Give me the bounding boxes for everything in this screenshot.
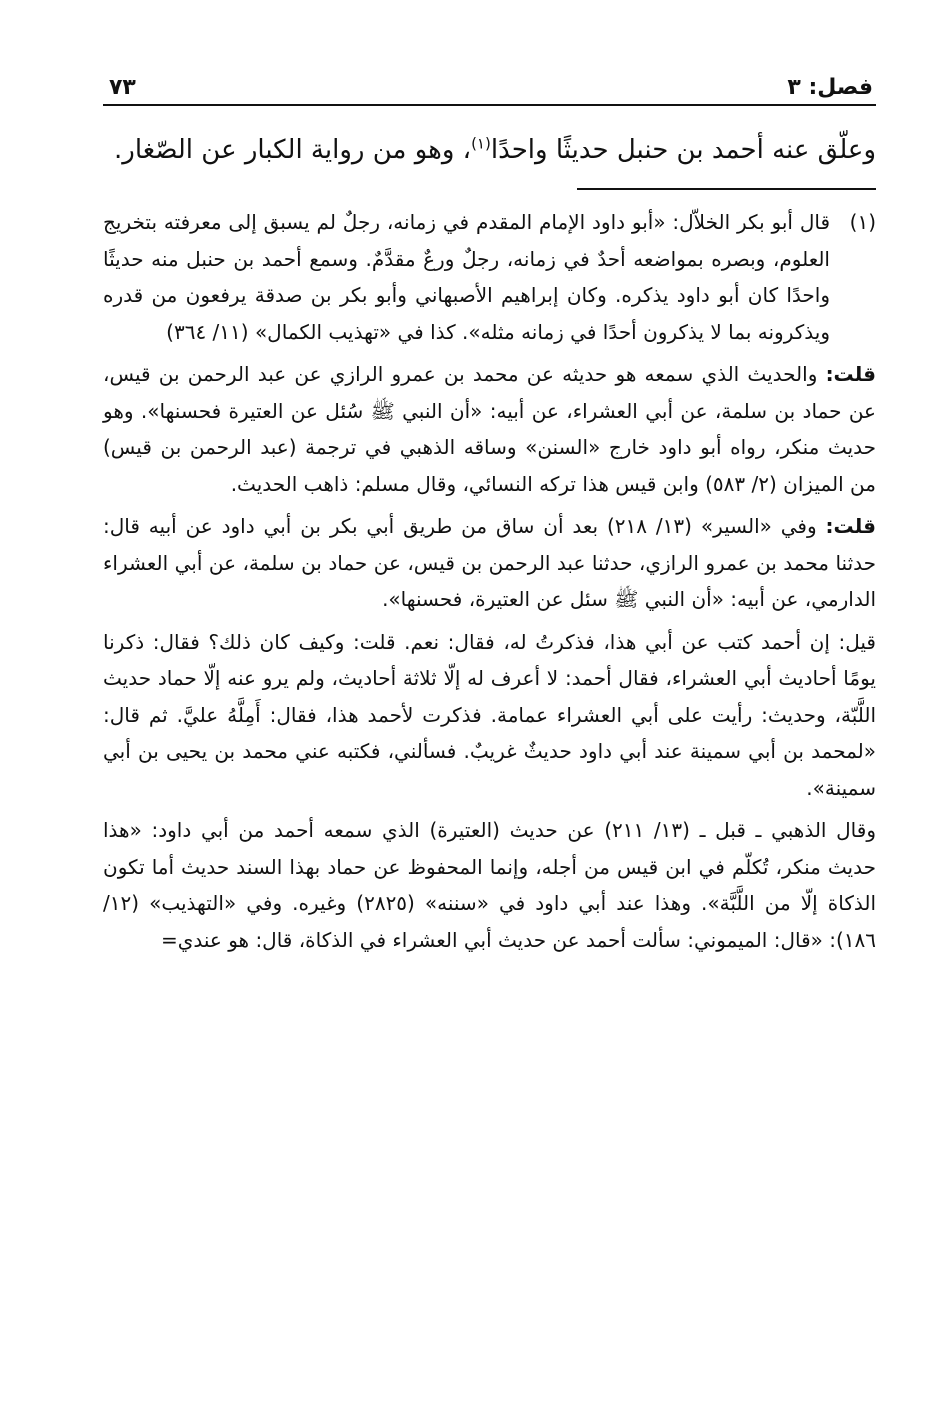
footnote-paragraph-5 <box>103 812 876 958</box>
footnote-text-4: قيل: إن أحمد كتب عن أبي هذا، فذكرتُ له، فقال: نعم. قلت: وكيف كان ذلك؟ فقال: ذكرنا يومًا أحاديث أبي العشراء، فقال أحمد: لا أعرف له إلّا ثلاثة أحاديث، ولم يرو عنه إلّا حماد حديث اللَّبّة، وحديث: رأيت على أبي العشراء عمامة. فذكرت لأحمد هذا، فقال: أَمِلَّهُ عليَّ. ثم قال: «لمحمد بن أبي سمينة عند أبي داود حديثٌ غريبٌ. فسألني، فكتبه عني محمد بن يحيى بن أبي سمينة». <box>103 629 876 800</box>
header-rule <box>103 104 876 106</box>
footnote-text-3: وفي «السير» (١٣/ ٢١٨) بعد أن ساق من طريق أبي بكر بن أبي داود عن أبيه قال: حدثنا محمد بن عمرو الرازي، حدثنا عبد الرحمن بن قيس، عن حماد بن سلمة، عن أبي العشراء الدارمي، عن أبيه: «أن النبي ﷺ سئل عن العتيرة، فحسنها». <box>103 514 876 611</box>
footnote-paragraph-4 <box>103 624 876 807</box>
running-header <box>103 58 876 100</box>
footnote-paragraph-1 <box>103 204 876 350</box>
main-text-after-note: ، وهو من رواية الكبار عن الصّغار. <box>114 135 472 165</box>
page-number: ٧٣ <box>109 75 136 100</box>
footnote-lead-3: قلت: <box>825 514 876 538</box>
footnotes <box>103 204 876 958</box>
chapter-label: فصل: ٣ <box>787 75 873 100</box>
footnote-paragraph-2 <box>103 356 876 502</box>
footnote-paragraph-3 <box>103 508 876 618</box>
footnote-text-1: قال أبو بكر الخلاّل: «أبو داود الإمام المقدم في زمانه، رجلٌ لم يسبق إلى معرفته بتخريج العلوم، وبصره بمواضعه أحدٌ في زمانه، رجلٌ ورعٌ مقدَّمٌ. وسمع أحمد بن حنبل منه حديثًا واحدًا كان أبو داود يذكره. وكان إبراهيم الأصبهاني وأبو بكر بن صدقة يرفعون من قدره ويذكرونه بما لا يذكرون أحدًا في زمانه مثله». كذا في «تهذيب الكمال» (١١/ ٣٦٤) <box>103 210 830 344</box>
main-text-before-note: وعلّق عنه أحمد بن حنبل حديثًا واحدًا <box>490 135 876 165</box>
footnote-text-5: وقال الذهبي ـ قبل ـ (١٣/ ٢١١) عن حديث (العتيرة) الذي سمعه أحمد من أبي داود: «هذا حديث منكر، تُكلّم في ابن قيس من أجله، وإنما المحفوظ عن حماد بهذا السند حديث أما تكون الذكاة إلّا من اللَّبَّة». وهذا عند أبي داود في «سننه» (٢٨٢٥) وغيره. وفي «التهذيب» (١٢/ ١٨٦): «قال: الميموني: سألت أحمد عن حديث أبي العشراء في الذكاة، قال: هو عندي= <box>103 818 876 952</box>
footnote-text-2: والحديث الذي سمعه هو حديثه عن محمد بن عمرو الرازي عن عبد الرحمن بن قيس، عن حماد بن سلمة، عن أبي العشراء، عن أبيه: «أن النبي ﷺ سُئل عن العتيرة فحسنها». وهو حديث منكر، رواه أبو داود خارج «السنن» وساقه الذهبي في ترجمة (عبد الرحمن بن قيس) من الميزان (٢/ ٥٨٣) وابن قيس هذا تركه النسائي، وقال مسلم: ذاهب الحديث. <box>103 362 876 496</box>
main-paragraph <box>103 120 876 180</box>
footnote-separator <box>577 188 876 190</box>
book-page <box>103 58 876 964</box>
footnote-lead-2: قلت: <box>825 362 876 386</box>
footnote-marker[interactable]: (١) <box>471 134 491 153</box>
footnote-number: (١) <box>849 210 876 234</box>
